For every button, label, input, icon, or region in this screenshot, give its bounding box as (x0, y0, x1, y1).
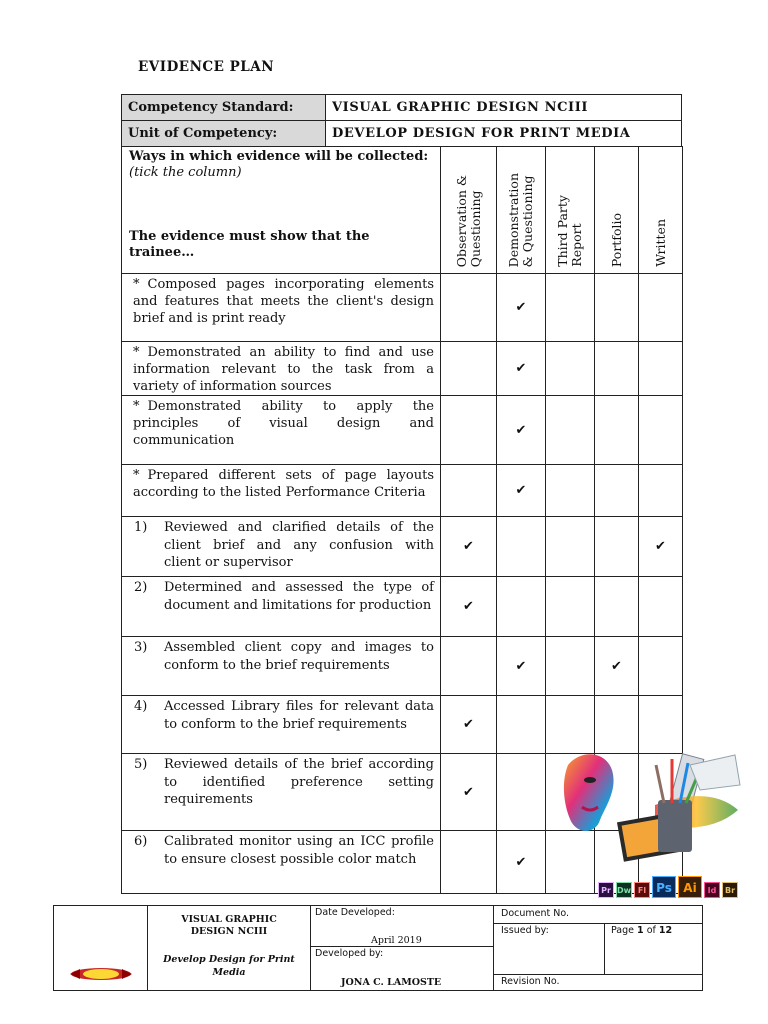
check-cell-third-party (546, 396, 595, 465)
check-cell-observation (441, 637, 497, 696)
evidence-description-cell (122, 577, 441, 637)
check-cell-demonstration (497, 696, 546, 754)
check-mark-icon: ✔ (463, 784, 474, 800)
evidence-number: 1) (134, 520, 148, 535)
evidence-row (122, 465, 683, 517)
document-no-label: Document No. (501, 908, 570, 919)
check-mark-icon: ✔ (515, 658, 527, 674)
check-mark-icon: ✔ (463, 539, 474, 554)
evidence-number: 4) (134, 699, 148, 714)
check-cell-portfolio (595, 274, 639, 342)
date-developed-label: Date Developed: (315, 907, 395, 918)
check-cell-demonstration (497, 637, 546, 696)
developed-by-label: Developed by: (315, 948, 384, 959)
ways-instruction: Ways in which evidence will be collected: (129, 149, 429, 164)
developer-name: JONA C. LAMOSTE (341, 977, 442, 988)
check-mark-icon: ✔ (515, 422, 527, 438)
check-cell-demonstration (497, 831, 546, 894)
evidence-description-cell (122, 342, 441, 396)
unit-of-competency-row (122, 121, 682, 147)
check-cell-third-party (546, 274, 595, 342)
check-cell-demonstration (497, 342, 546, 396)
evidence-description-cell (122, 637, 441, 696)
evidence-row (122, 274, 683, 342)
check-cell-written (639, 465, 683, 517)
fl-app-icon: Fl (634, 882, 650, 898)
evidence-text: Demonstrated ability to apply the principles of visual design and communication (133, 399, 434, 448)
footer-doc-no-cell (493, 905, 703, 924)
check-cell-observation (441, 342, 497, 396)
evidence-text: Accessed Library files for relevant data to conform to the brief requirements (164, 699, 434, 732)
evidence-text: Prepared different sets of page layouts according to the listed Performance Criteria (133, 468, 434, 500)
check-cell-observation (441, 274, 497, 342)
evidence-text: Reviewed and clarified details of the client brief and any confusion with client or supervisor (164, 520, 434, 570)
check-mark-icon: ✔ (515, 361, 527, 376)
check-cell-written (639, 396, 683, 465)
evidence-row (122, 396, 683, 465)
evidence-description-cell (122, 831, 441, 894)
evidence-row (122, 637, 683, 696)
check-cell-demonstration (497, 577, 546, 637)
page-number: Page 1 of 12 (611, 925, 673, 936)
footer-page-cell (604, 923, 703, 975)
check-mark-icon: ✔ (515, 483, 527, 498)
column-header-demonstration: Demonstration & Questioning (497, 147, 546, 274)
column-header-written: Written (639, 147, 683, 274)
br-app-icon: Br (722, 882, 738, 898)
check-cell-portfolio (595, 342, 639, 396)
check-mark-icon: ✔ (611, 658, 622, 674)
evidence-row (122, 517, 683, 577)
check-mark-icon: ✔ (515, 300, 527, 315)
column-header-observation: Observation & Questioning (441, 147, 497, 274)
tick-column-hint: (tick the column) (129, 165, 242, 180)
evidence-number: 3) (134, 640, 148, 655)
check-cell-written (639, 637, 683, 696)
column-header-portfolio: Portfolio (595, 147, 639, 274)
pr-app-icon: Pr (598, 882, 614, 898)
check-cell-observation (441, 831, 497, 894)
check-cell-written (639, 577, 683, 637)
evidence-bullet: * (133, 399, 140, 414)
evidence-description-cell (122, 465, 441, 517)
check-cell-observation (441, 396, 497, 465)
check-cell-written (639, 342, 683, 396)
software-icons (598, 876, 748, 898)
evidence-bullet: * (133, 345, 140, 360)
dw-app-icon: Dw (616, 882, 632, 898)
ai-app-icon: Ai (678, 876, 702, 898)
evidence-row (122, 342, 683, 396)
school-logo-icon (68, 966, 134, 982)
check-cell-third-party (546, 577, 595, 637)
check-mark-icon: ✔ (655, 539, 666, 554)
evidence-number: 5) (134, 757, 148, 772)
ps-app-icon: Ps (652, 876, 676, 898)
footer-qualification-cell (147, 905, 311, 991)
evidence-number: 2) (134, 580, 148, 595)
revision-no-label: Revision No. (501, 976, 560, 987)
ways-header-cell (122, 147, 441, 274)
check-cell-written (639, 274, 683, 342)
document-title: EVIDENCE PLAN (138, 59, 275, 75)
evidence-bullet: * (133, 277, 140, 292)
check-cell-portfolio (595, 465, 639, 517)
footer-module-title: Develop Design for Print Media (163, 954, 295, 978)
competency-standard-value: VISUAL GRAPHIC DESIGN NCIII (326, 95, 682, 121)
competency-standard-row (122, 95, 682, 121)
check-cell-demonstration (497, 754, 546, 831)
check-cell-third-party (546, 465, 595, 517)
check-cell-portfolio (595, 396, 639, 465)
check-cell-written (639, 517, 683, 577)
check-cell-third-party (546, 342, 595, 396)
check-mark-icon: ✔ (463, 717, 474, 732)
evidence-must-show: The evidence must show that the trainee… (129, 229, 370, 260)
competency-standard-label: Competency Standard: (122, 95, 326, 121)
evidence-bullet: * (133, 468, 140, 483)
evidence-text: Determined and assessed the type of document and limitations for production (164, 580, 434, 613)
check-cell-portfolio (595, 577, 639, 637)
footer-qualification: VISUAL GRAPHIC DESIGN NCIII (181, 914, 277, 937)
evidence-description-cell (122, 274, 441, 342)
footer-revision-cell (493, 974, 703, 991)
evidence-description-cell (122, 696, 441, 754)
competency-header-table (121, 94, 682, 147)
footer-issued-cell (493, 923, 605, 975)
check-cell-observation (441, 517, 497, 577)
footer-developer-cell (310, 946, 494, 991)
evidence-text: Demonstrated an ability to find and use information relevant to the task from a variety of information sources (133, 345, 434, 394)
check-cell-observation (441, 696, 497, 754)
check-cell-demonstration (497, 517, 546, 577)
check-cell-portfolio (595, 517, 639, 577)
evidence-header-row (122, 147, 683, 274)
unit-of-competency-value: DEVELOP DESIGN FOR PRINT MEDIA (326, 121, 682, 147)
check-cell-observation (441, 465, 497, 517)
issued-by-label: Issued by: (501, 925, 549, 936)
evidence-description-cell (122, 754, 441, 831)
evidence-description-cell (122, 517, 441, 577)
column-header-third-party: Third Party Report (546, 147, 595, 274)
date-developed-value: April 2019 (371, 935, 422, 946)
check-cell-demonstration (497, 396, 546, 465)
check-cell-third-party (546, 637, 595, 696)
document-footer (53, 905, 703, 991)
check-mark-icon: ✔ (515, 854, 527, 870)
id-app-icon: Id (704, 882, 720, 898)
unit-of-competency-label: Unit of Competency: (122, 121, 326, 147)
evidence-description-cell (122, 396, 441, 465)
evidence-text: Reviewed details of the brief according to identified preference setting requirements (164, 757, 434, 807)
check-cell-observation (441, 754, 497, 831)
check-cell-portfolio (595, 637, 639, 696)
check-mark-icon: ✔ (463, 599, 474, 614)
check-cell-observation (441, 577, 497, 637)
check-cell-third-party (546, 517, 595, 577)
evidence-text: Composed pages incorporating elements and features that meets the client's design brief and is print ready (133, 277, 434, 326)
evidence-number: 6) (134, 834, 148, 849)
evidence-row (122, 577, 683, 637)
evidence-text: Assembled client copy and images to conform to the brief requirements (164, 640, 434, 673)
footer-date-cell (310, 905, 494, 947)
evidence-text: Calibrated monitor using an ICC profile to ensure closest possible color match (164, 834, 434, 867)
check-cell-demonstration (497, 465, 546, 517)
footer-logo-cell (53, 905, 148, 991)
check-cell-demonstration (497, 274, 546, 342)
